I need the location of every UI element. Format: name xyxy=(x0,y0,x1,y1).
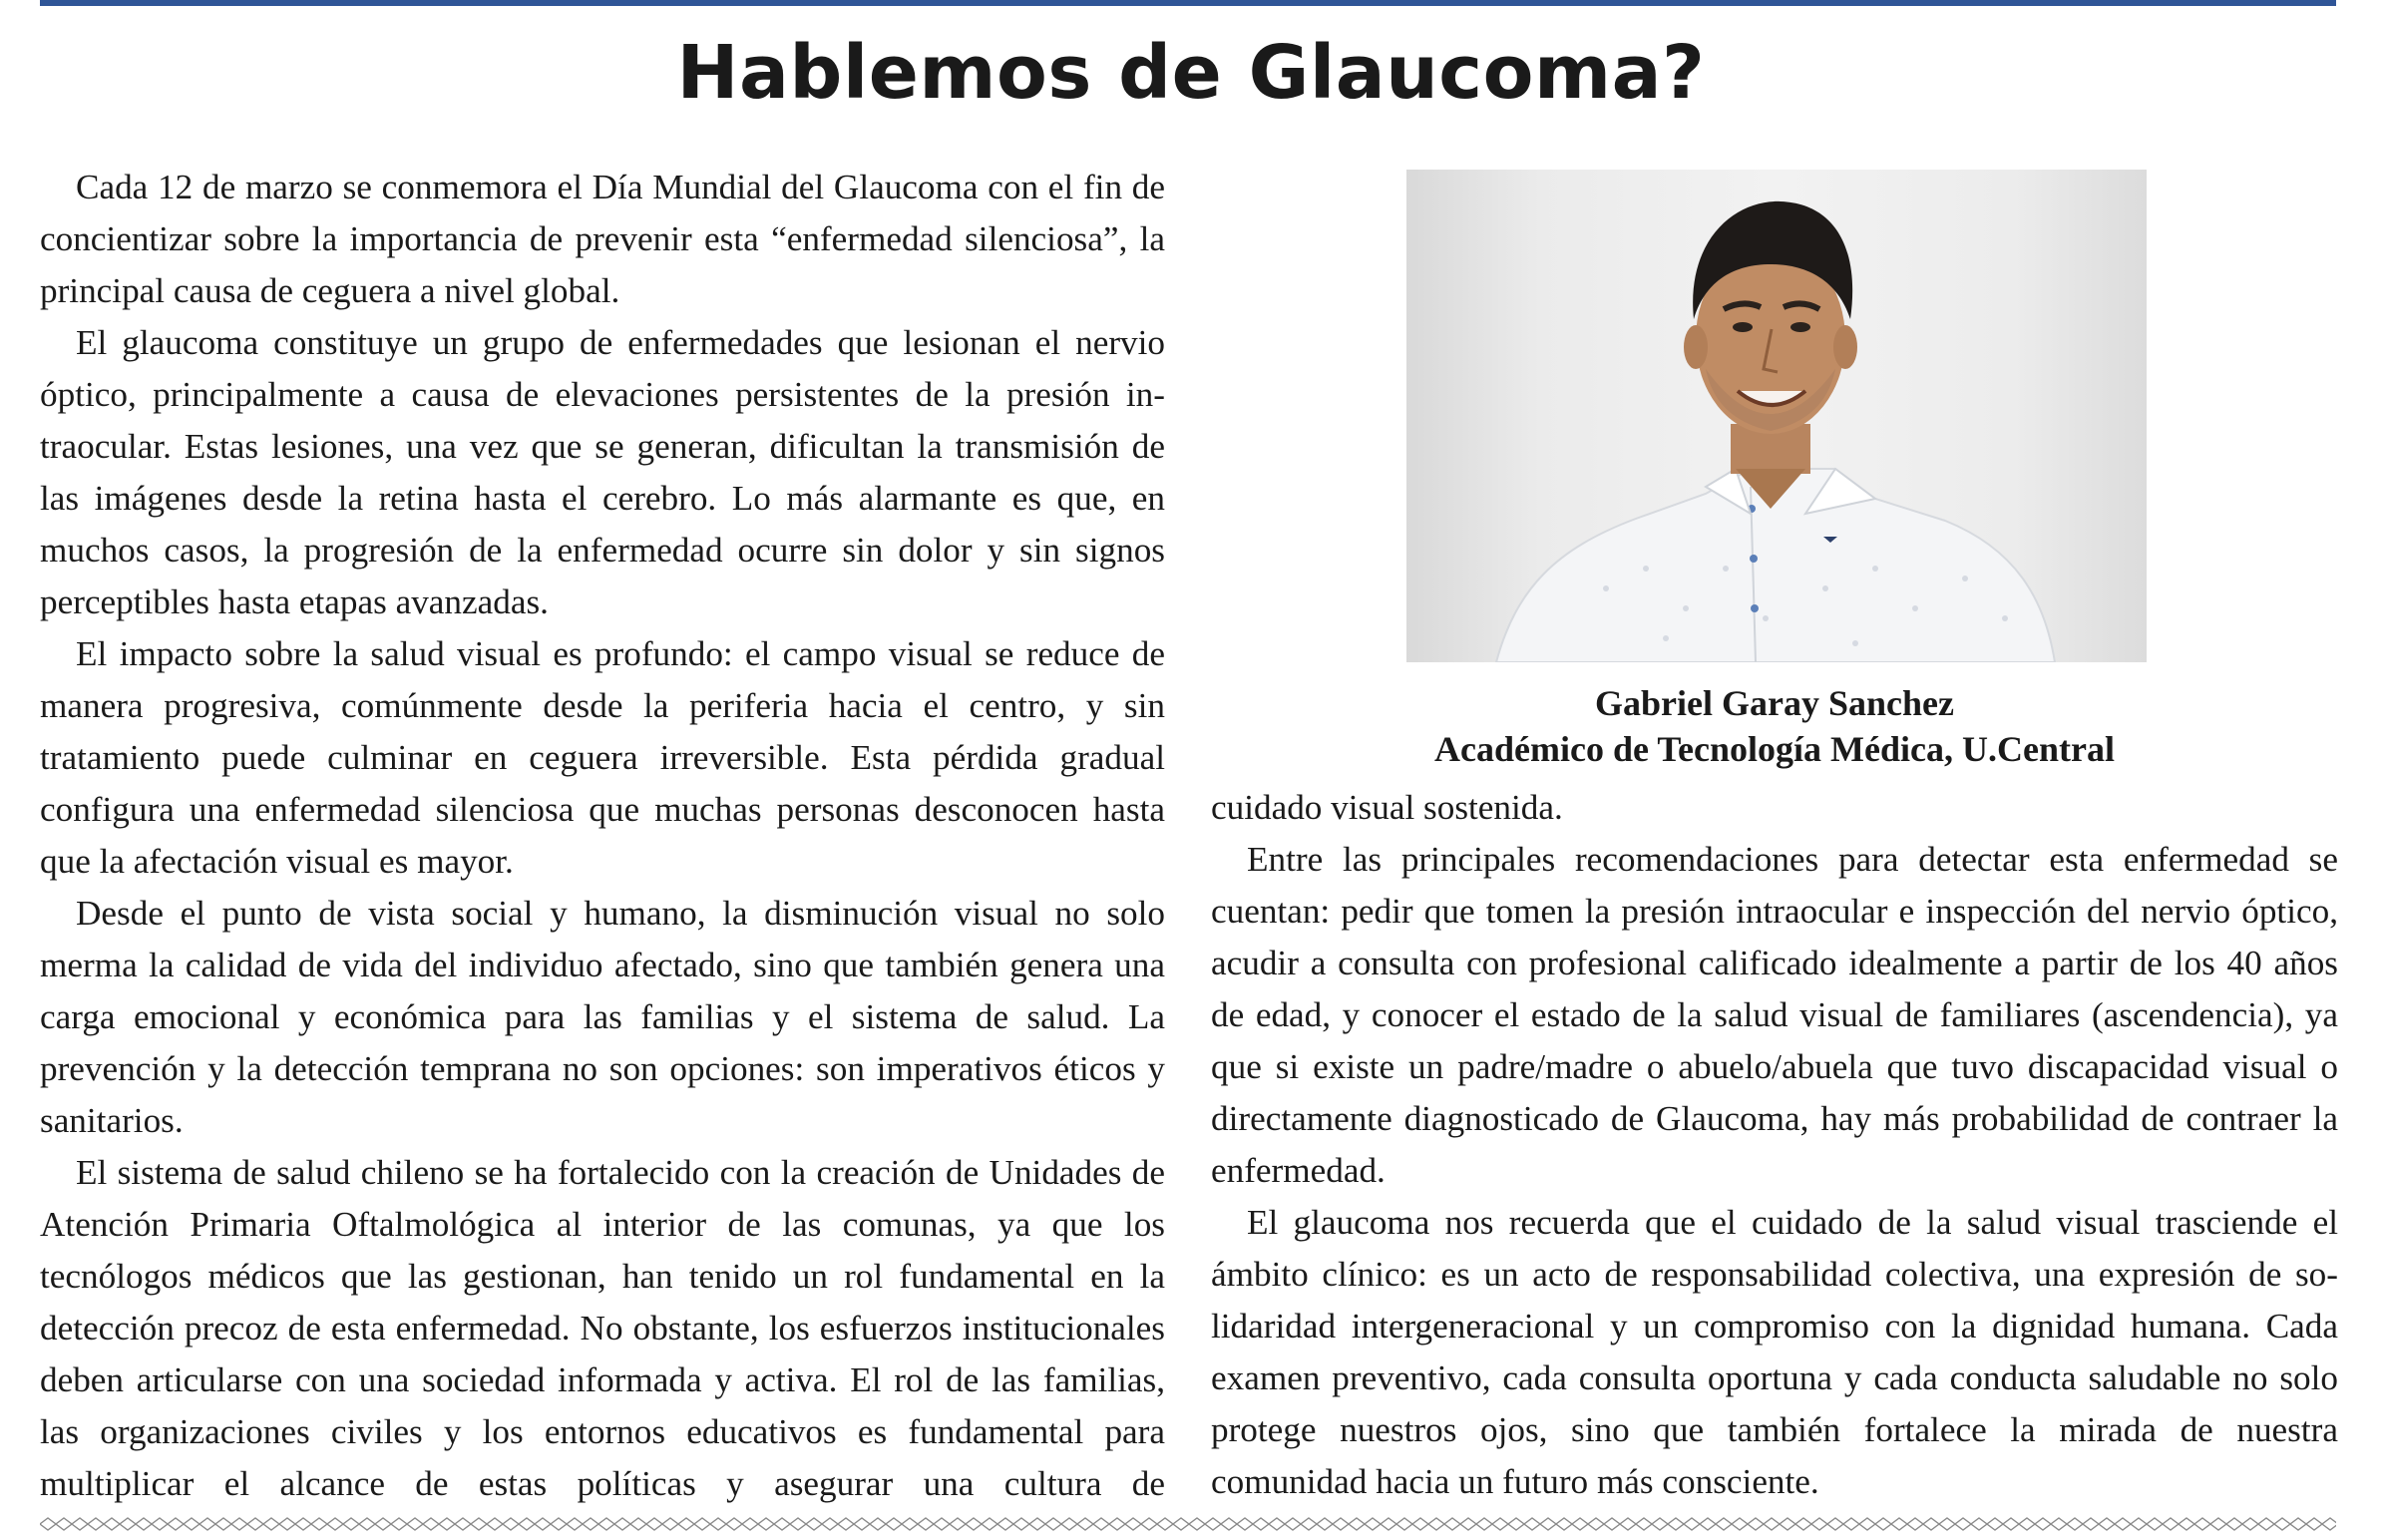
author-name: Gabriel Garay Sanchez xyxy=(1595,683,1954,723)
author-portrait-illustration xyxy=(1406,170,2147,662)
paragraph: El sistema de salud chileno se ha fortalecido con la creación de Unidades de Atención Primaria Oftalmológica al interior de las comunas, ya que los tecnólogos médicos que las gestionan, han tenido un rol fundamental en la detección precoz de esta enfermedad. No obstante, los esfuerzos institucionales deben articularse con una sociedad informada y activa. El rol de las familias, las organizaciones civiles y los entornos educativos es fundamental para multiplicar el alcance de estas políticas y asegurar una cultura de xyxy=(40,1153,1165,1503)
top-rule xyxy=(40,0,2336,6)
right-column xyxy=(1211,782,2338,1508)
left-column xyxy=(40,162,1165,1510)
paragraph: Cada 12 de marzo se conmemora el Día Mundial del Glaucoma con el fin de concientizar sobre la importancia de prevenir esta “enfermedad silenciosa”, la principal causa de ceguera a nivel global. xyxy=(40,168,1165,310)
article-title: Hablemos de Glaucoma? xyxy=(676,30,1706,116)
paragraph: El impacto sobre la salud visual es profundo: el campo visual se reduce de manera progresiva, comúnmente desde la periferia hacia el centro, y sin tratamiento puede culminar en ceguera irreversible. Esta pérdida gradual configura una enfermedad silenciosa que muchas personas desconocen hasta que la afectación visual es mayor. xyxy=(40,634,1165,881)
paragraph: El glaucoma nos recuerda que el cuidado de la salud visual trasciende el ámbito clínico: es un acto de responsabilidad colectiva, una expresión de solidaridad intergeneracional y un compromiso con la dignidad humana. Cada examen preventivo, cada consulta oportuna y cada conducta saludable no solo protege nuestros ojos, sino que también fortalece la mirada de nuestra comunidad hacia un futuro más consciente. xyxy=(1211,1203,2338,1501)
author-role: Académico de Tecnología Médica, U.Central xyxy=(1434,729,2115,769)
paragraph: Desde el punto de vista social y humano, la disminución visual no solo merma la calidad de vida del individuo afectado, sino que también genera una carga emocional y económica para las familias y el sistema de salud. La prevención y la detección temprana no son opciones: son imperativos éticos y sanitarios. xyxy=(40,894,1165,1140)
paragraph: cuidado visual sostenida. xyxy=(1211,788,1563,827)
decorative-border xyxy=(40,1514,2336,1534)
paragraph: El glaucoma constituye un grupo de enfermedades que lesionan el nervio óptico, principalmente a causa de elevaciones persistentes de la presión intraocular. Estas lesiones, una vez que se generan, dificultan la transmisión de las imágenes desde la retina hasta el cerebro. Lo más alarmante es que, en muchos casos, la progresión de la enfermedad ocurre sin dolor y sin signos perceptibles hasta etapas avanzadas. xyxy=(40,323,1165,621)
author-photo xyxy=(1406,170,2147,662)
paragraph: Entre las principales recomendaciones para detectar esta enfermedad se cuentan: pedir que tomen la presión intraocular e inspección del nervio óptico, acudir a consulta con profesional calificado idealmente a partir de los 40 años de edad, y conocer el estado de la salud visual de familiares (ascendencia), ya que si existe un padre/madre o abuelo/abuela que tuvo discapacidad visual o directamente diagnosticado de Glaucoma, hay más probabilidad de contraer la enfermedad. xyxy=(1211,840,2338,1190)
